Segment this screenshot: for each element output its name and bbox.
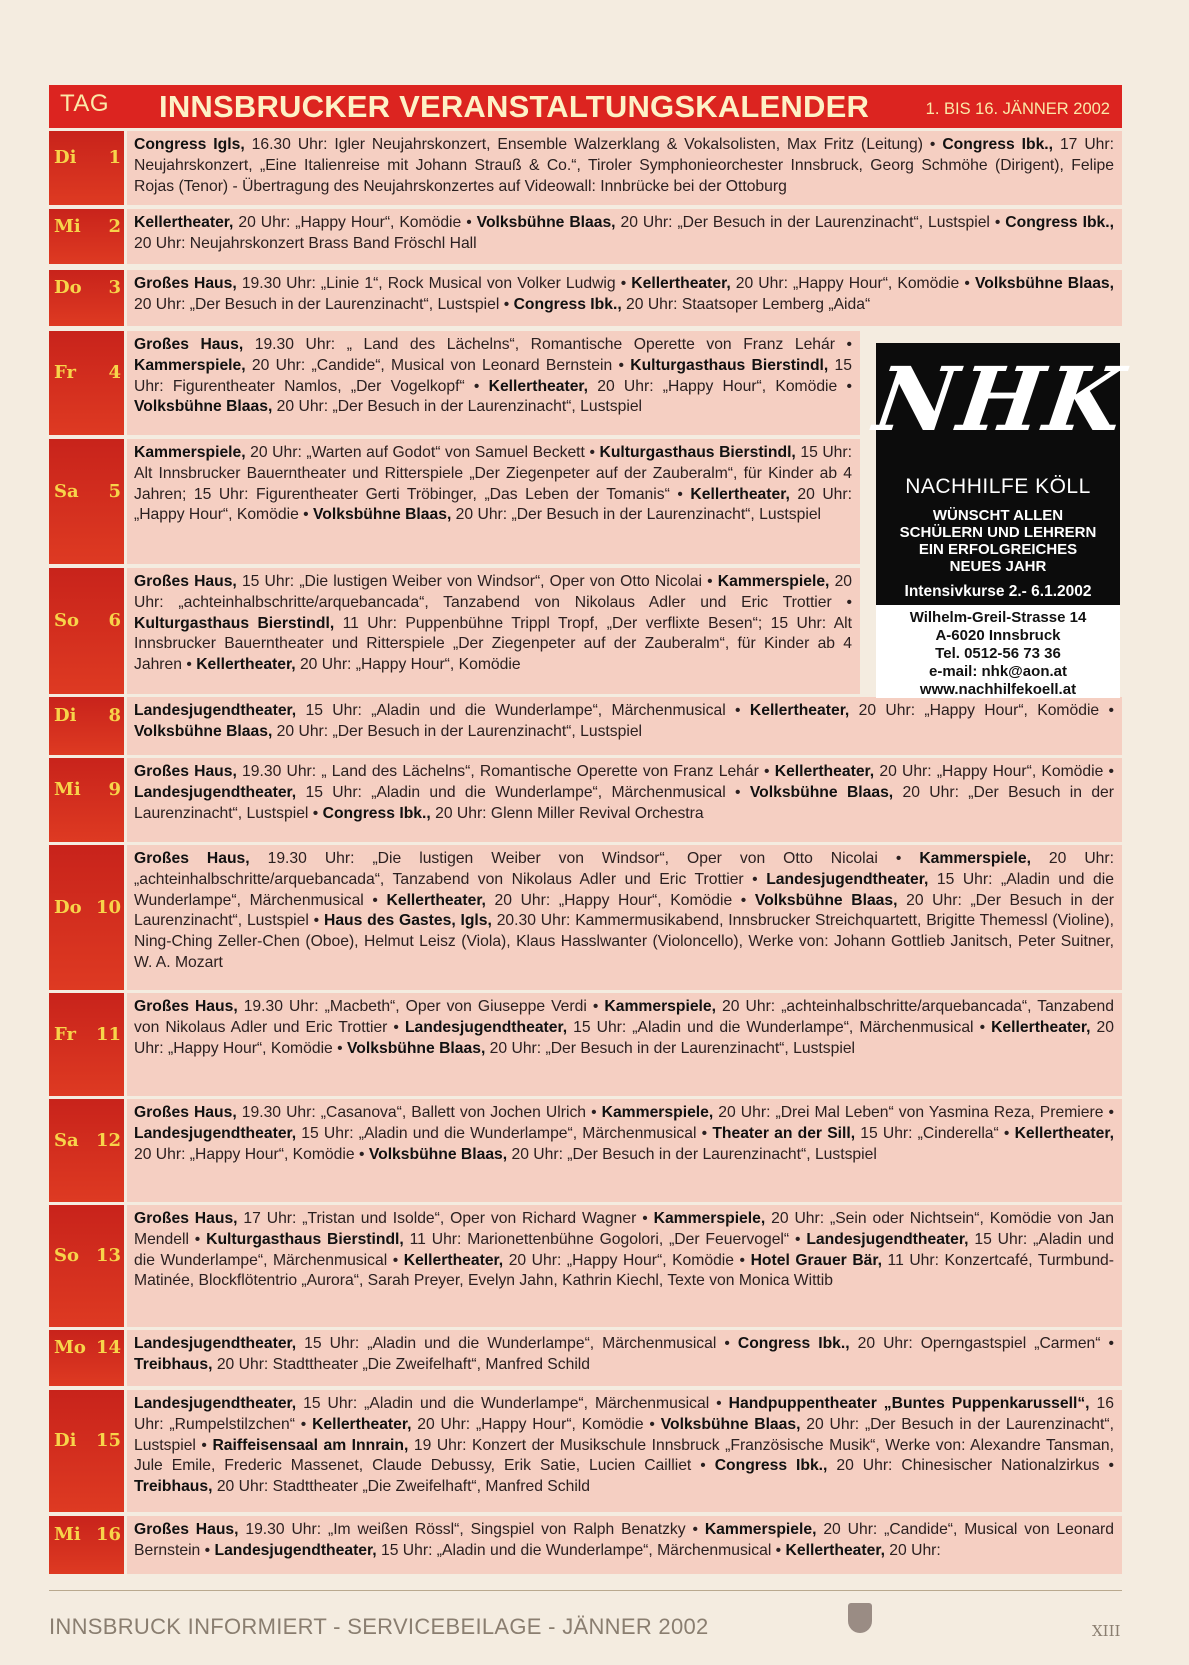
day-number: 8: [108, 705, 121, 726]
tag-column-label: TAG: [60, 90, 110, 117]
day-label: [49, 331, 124, 435]
weekday: Di: [54, 705, 77, 726]
day-number: 2: [108, 215, 121, 237]
day-row: [49, 758, 1122, 842]
ad-message: WÜNSCHT ALLEN SCHÜLERN UND LEHRERN EIN ERFOLGREICHES NEUES JAHR: [899, 507, 1097, 575]
city-crest-icon: [848, 1603, 872, 1633]
day-events: Großes Haus, 19.30 Uhr: „Linie 1“, Rock Musical von Volker Ludwig • Kellertheater, 20 Uhr: „Happy Hour“, Komödie • Volksbühne Blaas, 20 Uhr: „Der Besuch in der Laurenzinacht“, Lustspiel • Congress Ibk., 20 Uhr: Staatsoper Lemberg „Aida“: [127, 270, 1122, 326]
day-events: Großes Haus, 19.30 Uhr: „Die lustigen Weiber von Windsor“, Oper von Otto Nicolai • Kammerspiele, 20 Uhr: „achteinhalbschritte/arquebancada“, Tanzabend von Nikolaus Adler und Eric Trottier • Landesjugendtheater, 15 Uhr: „Aladin und die Wunderlampe“, Märchenmusical • Kellertheater, 20 Uhr: „Happy Hour“, Komödie • Volksbühne Blaas, 20 Uhr: „Der Besuch in der Laurenzinacht“, Lustspiel • Haus des Gastes, Igls, 20.30 Uhr: Kammermusikabend, Innsbrucker Streichquartett, Brigitte Themessl (Violine), Ning-Ching Zeller-Chen (Oboe), Helmut Leisz (Viola), Klaus Hasslwanter (Violoncello), Werke von: Johann Gottlieb Janitsch, Peter Suitner, W. A. Mozart: [127, 845, 1122, 990]
weekday: Mi: [54, 215, 81, 237]
weekday: So: [54, 1245, 80, 1266]
day-number: 9: [108, 779, 121, 800]
day-events: Landesjugendtheater, 15 Uhr: „Aladin und die Wunderlampe“, Märchenmusical • Kellertheater, 20 Uhr: „Happy Hour“, Komödie • Volksbühne Blaas, 20 Uhr: „Der Besuch in der Laurenzinacht“, Lustspiel: [127, 697, 1122, 755]
date-range: 1. BIS 16. JÄNNER 2002: [925, 100, 1110, 118]
weekday: Do: [54, 896, 82, 918]
day-number: 12: [95, 1129, 121, 1151]
day-label: [49, 131, 124, 205]
day-number: 11: [95, 1023, 121, 1045]
day-row: [49, 270, 1122, 326]
day-events: Großes Haus, 19.30 Uhr: „Macbeth“, Oper von Giuseppe Verdi • Kammerspiele, 20 Uhr: „achteinhalbschritte/arquebancada“, Tanzabend von Nikolaus Adler und Eric Trottier • Landesjugendtheater, 15 Uhr: „Aladin und die Wunderlampe“, Märchenmusical • Kellertheater, 20 Uhr: „Happy Hour“, Komödie • Volksbühne Blaas, 20 Uhr: „Der Besuch in der Laurenzinacht“, Lustspiel: [127, 993, 1122, 1096]
day-number: 14: [95, 1337, 121, 1358]
day-number: 10: [95, 896, 121, 918]
day-label: [49, 1516, 124, 1574]
day-number: 15: [95, 1430, 121, 1451]
day-row: [49, 131, 1122, 205]
day-events: Großes Haus, 17 Uhr: „Tristan und Isolde“, Oper von Richard Wagner • Kammerspiele, 20 Uhr: „Sein oder Nichtsein“, Komödie von Jan Mendell • Kulturgasthaus Bierstindl, 11 Uhr: Marionettenbühne Gogolori, „Der Feuervogel“ • Landesjugendtheater, 15 Uhr: „Aladin und die Wunderlampe“, Märchenmusical • Kellertheater, 20 Uhr: „Happy Hour“, Komödie • Hotel Grauer Bär, 11 Uhr: Konzertcafé, Turmbund-Matinée, Blockflötentrio „Aurora“, Sarah Preyer, Evelyn Jahn, Kathrin Kiechl, Texte von Monica Wittib: [127, 1205, 1122, 1327]
day-label: [49, 568, 124, 694]
day-number: 6: [108, 610, 121, 631]
day-row: [49, 1330, 1122, 1386]
day-row: [49, 1516, 1122, 1574]
ad-brand: NACHHILFE KÖLL: [905, 475, 1091, 498]
page-number: XIII: [1092, 1622, 1121, 1640]
footer-title: INNSBRUCK INFORMIERT - SERVICEBEILAGE - JÄNNER 2002: [49, 1614, 709, 1639]
day-label: [49, 209, 124, 264]
weekday: Fr: [54, 362, 76, 383]
day-label: [49, 993, 124, 1096]
weekday: Do: [54, 277, 82, 298]
day-row: [49, 697, 1122, 755]
day-row: [49, 993, 1122, 1096]
weekday: Sa: [54, 480, 79, 502]
day-events: Großes Haus, 19.30 Uhr: „ Land des Lächelns“, Romantische Operette von Franz Lehár • Kellertheater, 20 Uhr: „Happy Hour“, Komödie • Landesjugendtheater, 15 Uhr: „Aladin und die Wunderlampe“, Märchenmusical • Volksbühne Blaas, 20 Uhr: „Der Besuch in der Laurenzinacht“, Lustspiel • Congress Ibk., 20 Uhr: Glenn Miller Revival Orchestra: [127, 758, 1122, 842]
calendar-title: INNSBRUCKER VERANSTALTUNGSKALENDER: [159, 89, 870, 124]
day-label: [49, 270, 124, 326]
day-label: [49, 697, 124, 755]
weekday: Di: [54, 1430, 77, 1451]
day-number: 4: [108, 362, 121, 383]
day-events: Landesjugendtheater, 15 Uhr: „Aladin und die Wunderlampe“, Märchenmusical • Handpuppentheater „Buntes Puppenkarussell“, 16 Uhr: „Rumpelstilzchen“ • Kellertheater, 20 Uhr: „Happy Hour“, Komödie • Volksbühne Blaas, 20 Uhr: „Der Besuch in der Laurenzinacht“, Lustspiel • Raiffeisensaal am Innrain, 19 Uhr: Konzert der Musikschule Innsbruck „Französische Musik“, Werke von: Alexandre Tansman, Jule Emile, Frederic Massenet, Claude Debussy, Erik Satie, Lucien Cailliet • Congress Ibk., 20 Uhr: Chinesischer Nationalzirkus • Treibhaus, 20 Uhr: Stadttheater „Die Zweifelhaft“, Manfred Schild: [127, 1390, 1122, 1512]
day-number: 3: [108, 277, 121, 298]
day-row: [49, 1390, 1122, 1512]
day-label: [49, 845, 124, 990]
weekday: Sa: [54, 1129, 79, 1151]
day-label: [49, 1390, 124, 1512]
day-events: Landesjugendtheater, 15 Uhr: „Aladin und die Wunderlampe“, Märchenmusical • Congress Ibk., 20 Uhr: Operngastspiel „Carmen“ • Treibhaus, 20 Uhr: Stadttheater „Die Zweifelhaft“, Manfred Schild: [127, 1330, 1122, 1386]
day-label: [49, 1099, 124, 1202]
day-label: [49, 758, 124, 842]
calendar-header: [49, 85, 1122, 128]
footer-divider: [49, 1590, 1122, 1591]
day-row: [49, 845, 1122, 990]
day-label: [49, 1205, 124, 1327]
nhk-advertisement: [868, 343, 1133, 698]
weekday: So: [54, 610, 80, 631]
day-label: [49, 439, 124, 564]
day-number: 13: [95, 1245, 121, 1266]
day-number: 16: [95, 1524, 121, 1545]
day-row: [49, 1205, 1122, 1327]
weekday: Di: [54, 147, 77, 168]
ad-course: Intensivkurse 2.- 6.1.2002: [904, 583, 1092, 600]
day-events: Großes Haus, 19.30 Uhr: „Im weißen Rössl“, Singspiel von Ralph Benatzky • Kammerspiele, 20 Uhr: „Candide“, Musical von Leonard Bernstein • Landesjugendtheater, 15 Uhr: „Aladin und die Wunderlampe“, Märchenmusical • Kellertheater, 20 Uhr:: [127, 1516, 1122, 1574]
day-row: [49, 1099, 1122, 1202]
day-number: 5: [108, 480, 121, 502]
day-events: Großes Haus, 19.30 Uhr: „Casanova“, Ballett von Jochen Ulrich • Kammerspiele, 20 Uhr: „Drei Mal Leben“ von Yasmina Reza, Premiere • Landesjugendtheater, 15 Uhr: „Aladin und die Wunderlampe“, Märchenmusical • Theater an der Sill, 15 Uhr: „Cinderella“ • Kellertheater, 20 Uhr: „Happy Hour“, Komödie • Volksbühne Blaas, 20 Uhr: „Der Besuch in der Laurenzinacht“, Lustspiel: [127, 1099, 1122, 1202]
day-number: 1: [108, 147, 121, 168]
day-events: Kellertheater, 20 Uhr: „Happy Hour“, Komödie • Volksbühne Blaas, 20 Uhr: „Der Besuch in der Laurenzinacht“, Lustspiel • Congress Ibk., 20 Uhr: Neujahrskonzert Brass Band Fröschl Hall: [127, 209, 1122, 264]
weekday: Fr: [54, 1023, 76, 1045]
weekday: Mi: [54, 779, 81, 800]
weekday: Mo: [54, 1337, 86, 1358]
day-label: [49, 1330, 124, 1386]
day-events: Großes Haus, 19.30 Uhr: „ Land des Lächelns“, Romantische Operette von Franz Lehár • Kammerspiele, 20 Uhr: „Candide“, Musical von Leonard Bernstein • Kulturgasthaus Bierstindl, 15 Uhr: Figurentheater Namlos, „Der Vogelkopf“ • Kellertheater, 20 Uhr: „Happy Hour“, Komödie • Volksbühne Blaas, 20 Uhr: „Der Besuch in der Laurenzinacht“, Lustspiel: [127, 331, 860, 435]
nhk-logo: NHK: [868, 347, 1133, 451]
weekday: Mi: [54, 1524, 81, 1545]
day-events: Congress Igls, 16.30 Uhr: Igler Neujahrskonzert, Ensemble Walzerklang & Vokalsolisten, Max Fritz (Leitung) • Congress Ibk., 17 Uhr: Neujahrskonzert, „Eine Italienreise mit Johann Strauß & Co.“, Tiroler Symphonieorchester Innsbruck, Georg Schmöhe (Dirigent), Felipe Rojas (Tenor) - Übertragung des Neujahrskonzertes auf Videowall: Innbrücke bei der Ottoburg: [127, 131, 1122, 205]
day-row: [49, 209, 1122, 264]
day-events: Großes Haus, 15 Uhr: „Die lustigen Weiber von Windsor“, Oper von Otto Nicolai • Kammerspiele, 20 Uhr: „achteinhalbschritte/arquebancada“, Tanzabend von Nikolaus Adler und Eric Trottier • Kulturgasthaus Bierstindl, 11 Uhr: Puppenbühne Trippl Tropf, „Der verflixte Besen“; 15 Uhr: Alt Innsbrucker Bauerntheater und Ritterspiele „Der Ziegenpeter auf der Zauberalm“, für Kinder ab 4 Jahren • Kellertheater, 20 Uhr: „Happy Hour“, Komödie: [127, 568, 860, 694]
day-events: Kammerspiele, 20 Uhr: „Warten auf Godot“ von Samuel Beckett • Kulturgasthaus Bierstindl, 15 Uhr: Alt Innsbrucker Bauerntheater und Ritterspiele „Der Ziegenpeter auf der Zauberalm“, für Kinder ab 4 Jahren; 15 Uhr: Figurentheater Gerti Tröbinger, „Das Leben der Tomanis“ • Kellertheater, 20 Uhr: „Happy Hour“, Komödie • Volksbühne Blaas, 20 Uhr: „Der Besuch in der Laurenzinacht“, Lustspiel: [127, 439, 860, 564]
ad-contact: Wilhelm-Greil-Strasse 14 A-6020 Innsbruck Tel. 0512-56 73 36 e-mail: nhk@aon.at www.nachhilfekoell.at: [876, 605, 1120, 698]
